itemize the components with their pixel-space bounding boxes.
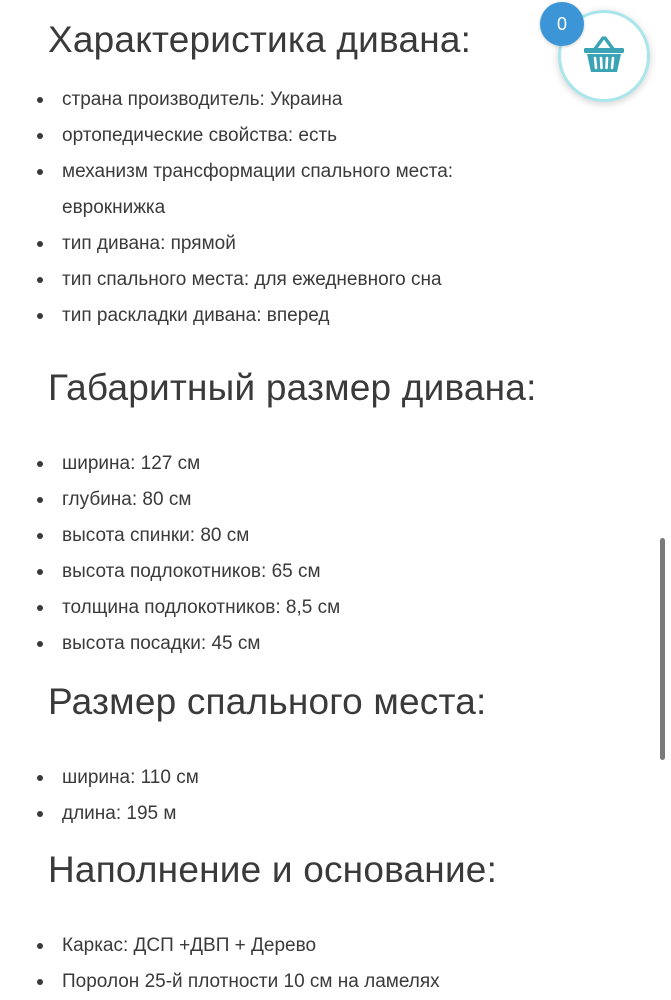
bullet-icon <box>37 533 43 539</box>
section-title: Габаритный размер дивана: <box>48 367 537 408</box>
bullet-icon <box>37 133 43 139</box>
dimensions-list <box>48 446 638 662</box>
section-filling-and-base <box>48 850 638 1000</box>
bullet-icon <box>37 569 43 575</box>
list-item: длина: 195 м <box>0 796 638 832</box>
list-item: тип дивана: прямой <box>0 226 638 262</box>
bullet-icon <box>37 811 43 817</box>
bullet-icon <box>37 313 43 319</box>
bullet-icon <box>37 277 43 283</box>
scrollbar[interactable] <box>660 538 665 760</box>
section-sofa-characteristics <box>48 20 638 334</box>
bullet-icon <box>37 605 43 611</box>
bullet-icon <box>37 241 43 247</box>
sleeping-area-list <box>48 760 638 832</box>
section-title: Наполнение и основание: <box>48 849 498 890</box>
bullet-icon <box>37 461 43 467</box>
characteristics-list <box>48 82 638 334</box>
section-title: Характеристика дивана: <box>48 19 472 60</box>
list-item: высота спинки: 80 см <box>0 518 638 554</box>
list-item: толщина подлокотников: 8,5 см <box>0 590 638 626</box>
section-sleeping-area-size <box>48 682 638 832</box>
cart-count-badge: 0 <box>540 2 584 46</box>
filling-list <box>48 928 638 1000</box>
list-item: высота подлокотников: 65 см <box>0 554 638 590</box>
bullet-icon <box>37 775 43 781</box>
bullet-icon <box>37 979 43 985</box>
list-item: тип спального места: для ежедневного сна <box>0 262 638 298</box>
bullet-icon <box>37 497 43 503</box>
section-title: Размер спального места: <box>48 681 487 722</box>
list-item: ширина: 110 см <box>0 760 638 796</box>
bullet-icon <box>37 943 43 949</box>
list-item: Поролон 25-й плотности 10 см на ламелях <box>0 964 638 1000</box>
list-item: Каркас: ДСП +ДВП + Дерево <box>0 928 638 964</box>
section-overall-dimensions <box>48 368 638 662</box>
list-item: тип раскладки дивана: вперед <box>0 298 638 334</box>
basket-icon <box>583 35 625 75</box>
bullet-icon <box>37 97 43 103</box>
list-item: ширина: 127 см <box>0 446 638 482</box>
bullet-icon <box>37 169 43 175</box>
list-item: высота посадки: 45 см <box>0 626 638 662</box>
list-item: механизм трансформации спального места: еврокнижка <box>0 154 638 226</box>
list-item: страна производитель: Украина <box>0 82 638 118</box>
list-item: глубина: 80 см <box>0 482 638 518</box>
bullet-icon <box>37 641 43 647</box>
list-item: ортопедические свойства: есть <box>0 118 638 154</box>
